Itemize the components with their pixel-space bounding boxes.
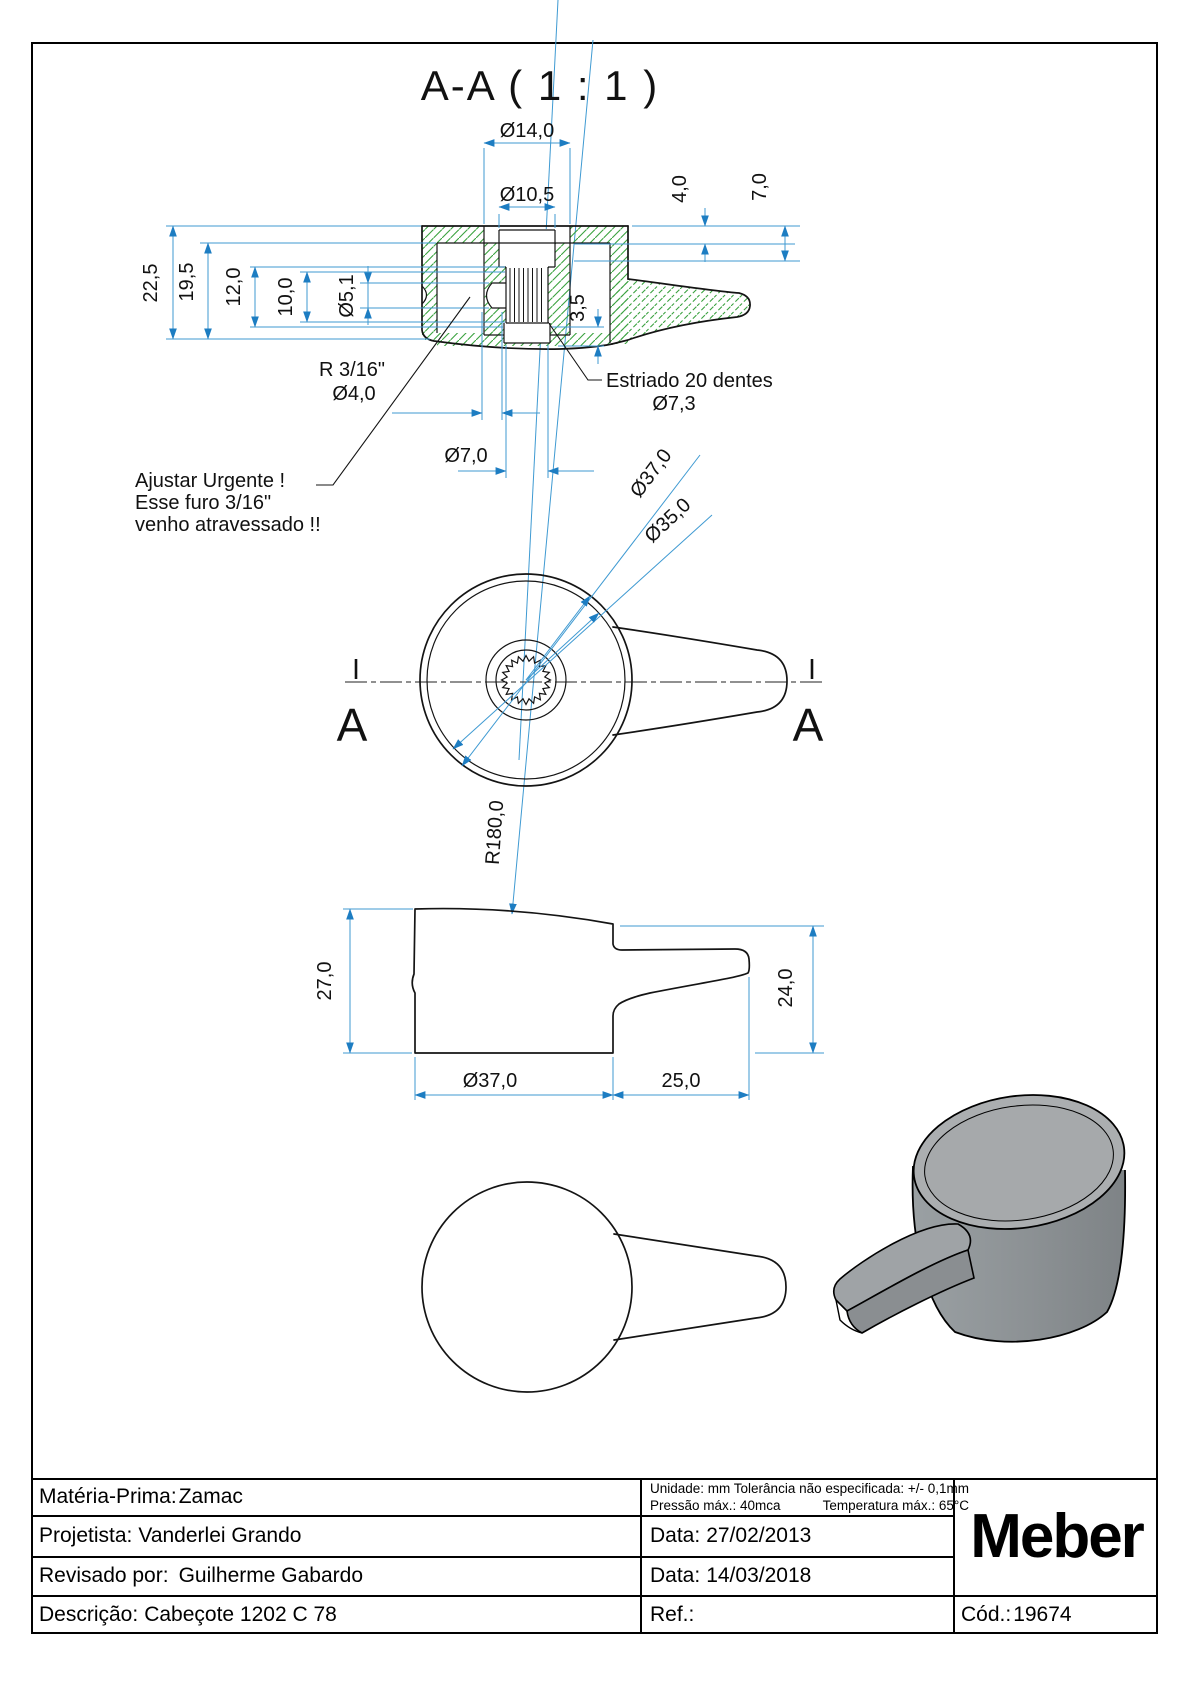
materia-prima-label: Matéria-Prima:	[39, 1484, 177, 1508]
note-warning-2: Esse furo 3/16"	[135, 492, 272, 514]
note-warning-3: venho atravessado !!	[135, 514, 321, 536]
field-cod	[961, 1595, 1072, 1634]
section-marker-a-left: A	[336, 699, 368, 751]
dim-label-plan-d37: Ø37,0	[626, 445, 677, 502]
dim-label-d7: Ø7,0	[444, 445, 488, 467]
note-radius: R 3/16"	[318, 359, 386, 381]
cod-value: 19674	[1013, 1602, 1072, 1626]
dim-label-d51: Ø5,1	[336, 274, 358, 318]
dim-label-10: 10,0	[275, 277, 297, 317]
note-spline-2: Ø7,3	[652, 393, 696, 415]
side-dimension-lines	[350, 909, 813, 1095]
dim-label-r180: R180,0	[481, 799, 509, 866]
section-marker-a-right: A	[792, 699, 824, 751]
dim-label-4: 4,0	[669, 175, 691, 203]
plan-view	[337, 445, 824, 866]
company-logo	[955, 1478, 1158, 1595]
dim-label-d14: Ø14,0	[499, 120, 555, 142]
hatch-handle-arm	[612, 279, 750, 343]
cod-label: Cód.:	[961, 1602, 1012, 1626]
field-data-revisao	[650, 1556, 811, 1595]
section-view	[135, 120, 800, 536]
revisado-label: Revisado por:	[39, 1563, 169, 1587]
data-criacao-label: Data:	[650, 1523, 701, 1547]
dim-label-side-d37: Ø37,0	[462, 1070, 518, 1092]
plan-handle-outline	[613, 627, 787, 735]
dim-label-24: 24,0	[775, 968, 797, 1008]
data-revisao-value: 14/03/2018	[706, 1563, 812, 1587]
projetista-value: Vanderlei Grando	[138, 1523, 302, 1547]
materia-prima-value: Zamac	[178, 1484, 243, 1508]
descricao-label: Descrição:	[39, 1602, 139, 1626]
projetista-label: Projetista:	[39, 1523, 133, 1547]
field-materia-prima	[39, 1478, 243, 1515]
logo-text: Meber	[970, 1502, 1143, 1571]
dim-label-7: 7,0	[749, 173, 771, 201]
dim-label-35: 3,5	[567, 294, 589, 322]
tolerancia-line1: Unidade: mm Tolerância não especificada: +/- 0,1mm	[650, 1481, 970, 1496]
note-warning-1: Ajustar Urgente !	[135, 470, 286, 492]
lower-recess-cavity	[504, 323, 550, 343]
revisado-value: Guilherme Gabardo	[178, 1563, 364, 1587]
view-title: A-A ( 1 : 1 )	[420, 62, 660, 109]
temperatura-max: Temperatura máx.: 65°C	[822, 1498, 970, 1513]
hatch-top-plate-right	[570, 226, 628, 243]
dim-label-225: 22,5	[140, 263, 162, 303]
bottom-view	[422, 1182, 786, 1392]
field-data-criacao	[650, 1515, 811, 1556]
recess-cavity	[499, 229, 555, 267]
ref-label: Ref.:	[650, 1602, 695, 1626]
dim-label-195: 19,5	[176, 262, 198, 302]
dim-label-25: 25,0	[661, 1070, 701, 1092]
dim-label-27: 27,0	[314, 961, 336, 1001]
field-revisado	[39, 1556, 363, 1595]
side-view	[314, 909, 824, 1100]
bottom-handle-outline	[614, 1234, 786, 1340]
field-projetista	[39, 1515, 301, 1556]
dim-label-d105: Ø10,5	[499, 184, 555, 206]
hatch-top-plate-left	[437, 226, 484, 243]
pressao-max: Pressão máx.: 40mca	[650, 1498, 781, 1513]
bottom-circle	[422, 1182, 632, 1392]
field-tolerancia	[650, 1480, 969, 1515]
field-descricao	[39, 1595, 337, 1634]
isometric-view	[834, 1082, 1133, 1342]
field-ref	[650, 1595, 694, 1634]
data-criacao-value: 27/02/2013	[706, 1523, 812, 1547]
note-spline-1: Estriado 20 dentes	[606, 370, 773, 392]
dim-label-plan-d35: Ø35,0	[640, 493, 696, 548]
side-outline	[412, 909, 749, 1053]
data-revisao-label: Data:	[650, 1563, 701, 1587]
dim-label-12: 12,0	[223, 267, 245, 307]
note-hole: Ø4,0	[332, 383, 376, 405]
descricao-value: Cabeçote 1202 C 78	[144, 1602, 337, 1626]
